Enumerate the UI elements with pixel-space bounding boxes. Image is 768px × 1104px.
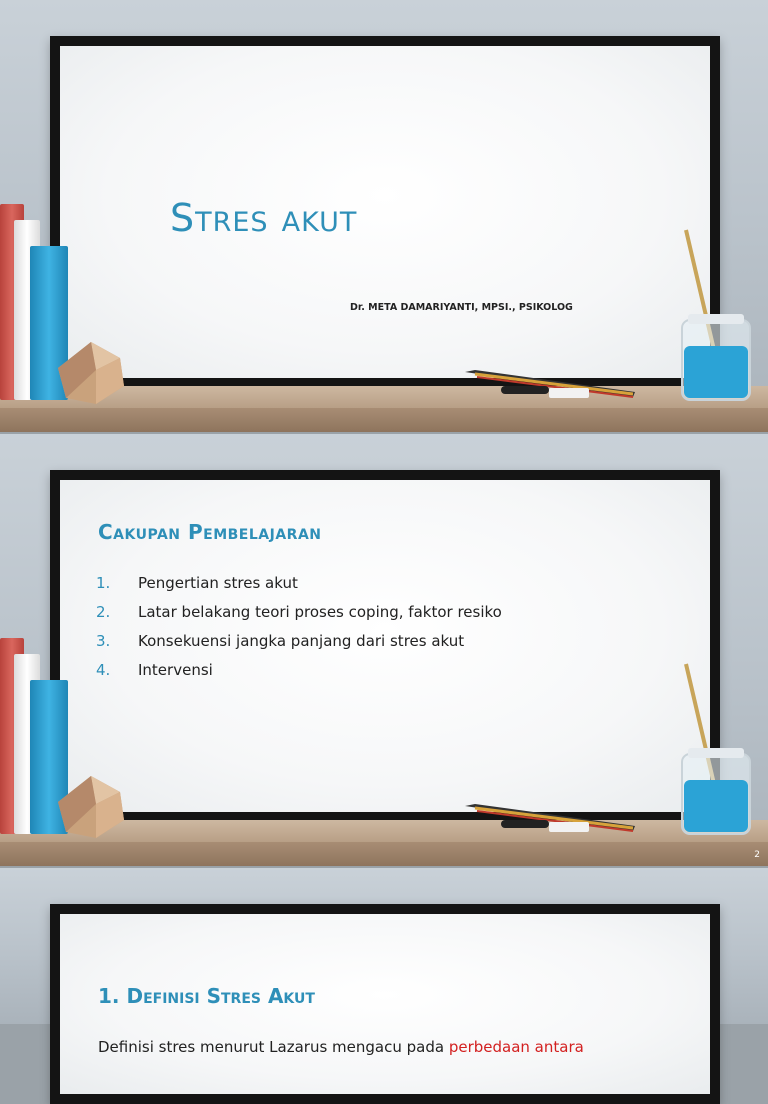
whiteboard xyxy=(50,904,720,1104)
content-list xyxy=(96,568,502,684)
whiteboard-surface xyxy=(60,46,710,378)
whiteboard-surface xyxy=(60,480,710,812)
definition-body: Definisi stres menurut Lazarus mengacu pada xyxy=(98,1038,449,1056)
slide-title: Stres akut xyxy=(170,196,358,240)
list-item xyxy=(96,597,502,626)
slide-heading: Cakupan Pembelajaran xyxy=(98,520,322,544)
page-number: 2 xyxy=(754,850,760,860)
slide-2[interactable] xyxy=(0,434,768,866)
slide-3[interactable] xyxy=(0,868,768,1056)
paint-jar-icon xyxy=(680,310,752,402)
list-text: Latar belakang teori proses coping, faktor resiko xyxy=(138,602,502,621)
whiteboard xyxy=(50,36,720,388)
shelf-front xyxy=(0,842,768,866)
list-item xyxy=(96,655,502,684)
list-number: 1. xyxy=(96,573,111,592)
list-item xyxy=(96,626,502,655)
shelf-front xyxy=(0,408,768,432)
list-item xyxy=(96,568,502,597)
list-number: 2. xyxy=(96,602,111,621)
definition-highlight: perbedaan antara xyxy=(448,1038,584,1056)
whiteboard-surface xyxy=(60,914,710,1094)
wooden-gem-icon xyxy=(56,774,126,840)
paint-jar-icon xyxy=(680,744,752,836)
list-text: Pengertian stres akut xyxy=(138,573,298,592)
whiteboard xyxy=(50,470,720,822)
author-name: Dr. META DAMARIYANTI, MPSI., PSIKOLOG xyxy=(350,302,573,313)
list-text: Intervensi xyxy=(138,660,213,679)
slide-heading: 1. Definisi Stres Akut xyxy=(98,984,315,1008)
list-text: Konsekuensi jangka panjang dari stres akut xyxy=(138,631,465,650)
definition-text xyxy=(98,1038,584,1056)
slide-1[interactable] xyxy=(0,0,768,432)
list-number: 4. xyxy=(96,660,111,679)
wooden-gem-icon xyxy=(56,340,126,406)
pencil-icon xyxy=(465,804,640,834)
pencil-icon xyxy=(465,370,640,400)
list-number: 3. xyxy=(96,631,111,650)
